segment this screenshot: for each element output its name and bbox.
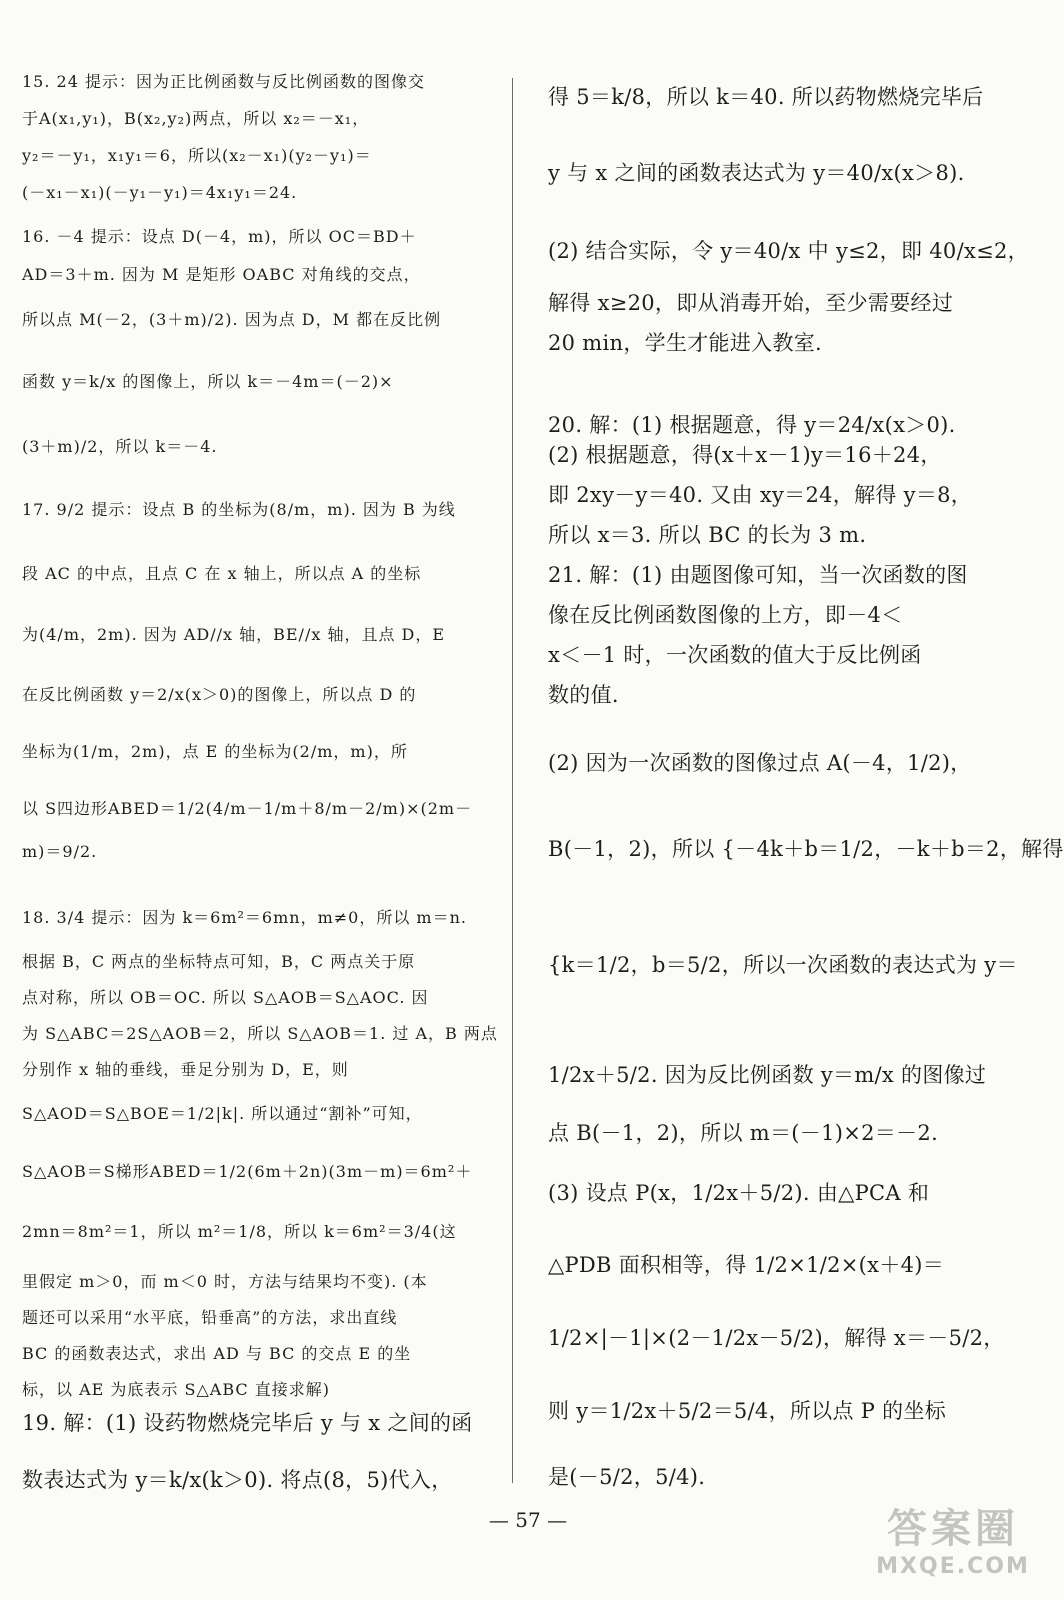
text-line: 数表达式为 y＝k/x(k＞0). 将点(8，5)代入， (22, 1468, 453, 1492)
watermark-url: MXQE.COM (876, 1554, 1030, 1579)
text-line: 为(4/m，2m). 因为 AD//x 轴，BE//x 轴，且点 D，E (22, 625, 446, 644)
text-line: (3) 设点 P(x，1/2x＋5/2). 由△PCA 和 (548, 1181, 930, 1205)
text-line: 18. 3/4 提示：因为 k＝6m²＝6mn，m≠0，所以 m＝n. (22, 908, 467, 927)
text-line: 1/2x＋5/2. 因为反比例函数 y＝m/x 的图像过 (548, 1063, 987, 1087)
text-line: y₂＝－y₁，x₁y₁＝6，所以(x₂－x₁)(y₂－y₁)＝ (22, 146, 372, 165)
text-line: 段 AC 的中点，且点 C 在 x 轴上，所以点 A 的坐标 (22, 564, 422, 583)
text-line: 20 min，学生才能进入教室. (548, 331, 823, 355)
text-line: 2mn＝8m²＝1，所以 m²＝1/8，所以 k＝6m²＝3/4(这 (22, 1222, 457, 1241)
text-line: 所以 x＝3. 所以 BC 的长为 3 m. (548, 523, 867, 547)
text-line: AD＝3＋m. 因为 M 是矩形 OABC 对角线的交点， (22, 265, 421, 284)
text-line: 坐标为(1/m，2m)，点 E 的坐标为(2/m，m)，所 (22, 742, 408, 761)
text-line: BC 的函数表达式，求出 AD 与 BC 的交点 E 的坐 (22, 1344, 412, 1363)
text-line: 21. 解：(1) 由题图像可知，当一次函数的图 (548, 563, 968, 587)
text-line: (2) 结合实际，令 y＝40/x 中 y≤2，即 40/x≤2， (548, 239, 1029, 263)
text-line: 16. －4 提示：设点 D(－4，m)，所以 OC＝BD＋ (22, 227, 417, 246)
watermark-text: 答案圈 (887, 1506, 1019, 1552)
text-line: △PDB 面积相等，得 1/2×1/2×(x＋4)＝ (548, 1253, 945, 1277)
text-line: 以 S四边形ABED＝1/2(4/m－1/m＋8/m－2/m)×(2m－ (22, 799, 473, 818)
text-line: 得 5＝k/8，所以 k＝40. 所以药物燃烧完毕后 (548, 85, 984, 109)
text-line: {k＝1/2，b＝5/2，所以一次函数的表达式为 y＝ (548, 953, 1018, 977)
column-divider (512, 78, 513, 1483)
text-line: 于A(x₁,y₁)，B(x₂,y₂)两点，所以 x₂＝－x₁， (22, 109, 370, 128)
text-line: 在反比例函数 y＝2/x(x＞0)的图像上，所以点 D 的 (22, 685, 417, 704)
text-line: (2) 因为一次函数的图像过点 A(－4，1/2)， (548, 751, 972, 775)
text-line: S△AOD＝S△BOE＝1/2|k|. 所以通过“割补”可知， (22, 1104, 423, 1123)
text-line: x＜－1 时，一次函数的值大于反比例函 (548, 643, 922, 667)
text-line: 根据 B，C 两点的坐标特点可知，B，C 两点关于原 (22, 952, 416, 971)
text-line: y 与 x 之间的函数表达式为 y＝40/x(x＞8). (548, 161, 965, 185)
watermark (858, 1506, 1048, 1594)
text-line: S△AOB＝S梯形ABED＝1/2(6m＋2n)(3m－m)＝6m²＋ (22, 1162, 473, 1181)
text-line: 解得 x≥20，即从消毒开始，至少需要经过 (548, 291, 954, 315)
text-line: 15. 24 提示：因为正比例函数与反比例函数的图像交 (22, 72, 425, 91)
page-number: — 57 — (488, 1508, 568, 1532)
text-line: 所以点 M(－2，(3＋m)/2). 因为点 D，M 都在反比例 (22, 310, 442, 329)
text-line: 则 y＝1/2x＋5/2＝5/4，所以点 P 的坐标 (548, 1399, 947, 1423)
text-line: 点 B(－1，2)，所以 m＝(－1)×2＝－2. (548, 1121, 939, 1145)
text-line: 数的值. (548, 683, 619, 707)
text-line: 像在反比例函数图像的上方，即－4＜ (548, 603, 903, 627)
text-line: m)＝9/2. (22, 842, 98, 861)
text-line: (－x₁－x₁)(－y₁－y₁)＝4x₁y₁＝24. (22, 183, 298, 202)
text-line: B(－1，2)，所以 {－4k＋b＝1/2，－k＋b＝2，解得 (548, 837, 1064, 861)
text-line: 分别作 x 轴的垂线，垂足分别为 D，E，则 (22, 1060, 349, 1079)
text-line: 1/2×|－1|×(2－1/2x－5/2)，解得 x＝－5/2， (548, 1326, 1005, 1350)
text-line: 17. 9/2 提示：设点 B 的坐标为(8/m，m). 因为 B 为线 (22, 500, 456, 519)
text-line: 函数 y＝k/x 的图像上，所以 k＝－4m＝(－2)× (22, 372, 394, 391)
text-line: 题还可以采用“水平底，铅垂高”的方法，求出直线 (22, 1308, 398, 1327)
text-line: 是(－5/2，5/4). (548, 1465, 706, 1489)
text-line: (2) 根据题意，得(x＋x－1)y＝16＋24， (548, 443, 942, 467)
text-line: (3＋m)/2，所以 k＝－4. (22, 437, 218, 456)
text-line: 标，以 AE 为底表示 S△ABC 直接求解) (22, 1380, 330, 1399)
text-line: 里假定 m＞0，而 m＜0 时，方法与结果均不变). (本 (22, 1272, 428, 1291)
text-line: 为 S△ABC＝2S△AOB＝2，所以 S△AOB＝1. 过 A，B 两点 (22, 1024, 498, 1043)
text-line: 点对称，所以 OB＝OC. 所以 S△AOB＝S△AOC. 因 (22, 988, 429, 1007)
text-line: 19. 解：(1) 设药物燃烧完毕后 y 与 x 之间的函 (22, 1411, 473, 1435)
text-line: 即 2xy－y＝40. 又由 xy＝24，解得 y＝8， (548, 483, 973, 507)
text-line: 20. 解：(1) 根据题意，得 y＝24/x(x＞0). (548, 413, 956, 437)
